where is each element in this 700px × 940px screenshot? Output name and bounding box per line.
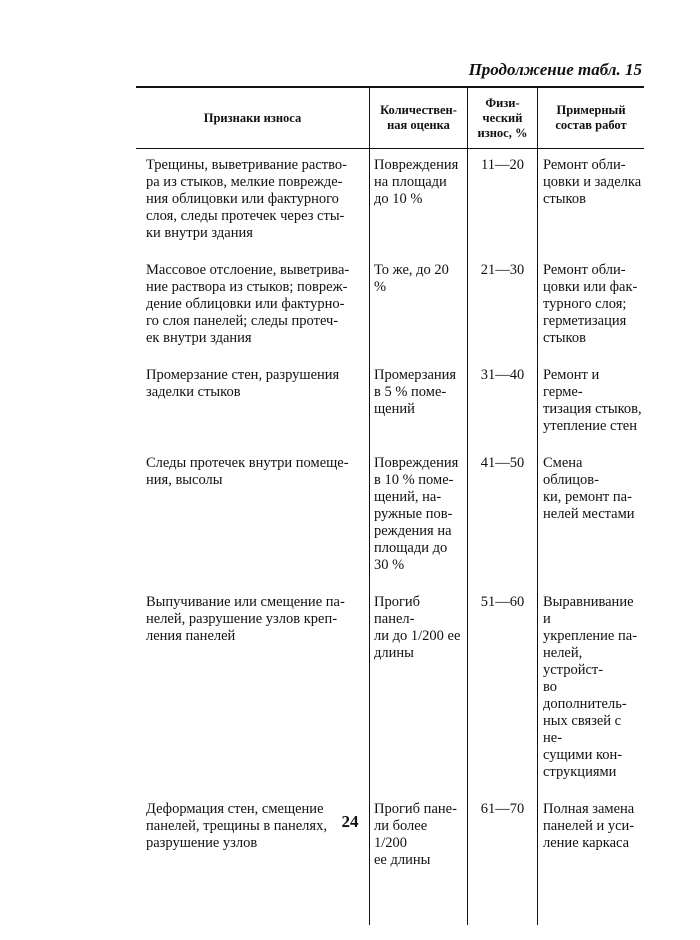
table-row [136,447,644,586]
cell-quantity: Повреждения на площади до 10 % [369,149,467,254]
table-continuation-caption: Продолжение табл. 15 [468,60,642,79]
cell-wear: 61—70 [467,793,537,881]
table-header-row [136,88,644,148]
cell-works: Ремонт обли- цовки или фак- турного слоя; герметизация стыков [537,254,644,359]
header-wear: Физи- ческий износ, % [467,88,537,148]
cell-wear: 21—30 [467,254,537,359]
cell-wear: 51—60 [467,586,537,793]
cell-quantity: Повреждения в 10 % поме- щений, на- ружные пов- реждения на площади до 30 % [369,447,467,586]
table-row [136,793,644,881]
cell-signs: Массовое отслоение, выветрива- ние раствора из стыков; повреж- дение облицовки или фактурно- го слоя панелей; следы протеч- ек внутри здания [146,262,350,346]
cell-quantity: Прогиб панел- ли до 1/200 ее длины [369,586,467,793]
page-number: 24 [341,812,359,831]
table-row [136,149,644,254]
column-tail-line [467,881,537,925]
cell-quantity: Прогиб пане- ли более 1/200 ее длины [369,793,467,881]
column-tail-line [369,881,467,925]
cell-signs: Деформация стен, смещение панелей, трещины в панелях, разрушение узлов [146,801,327,851]
table-row [136,254,644,359]
column-tail-line [537,881,644,925]
cell-signs: Следы протечек внутри помеще- ния, высолы [146,455,349,488]
wear-table [136,86,644,925]
header-works: Примерный состав работ [537,88,644,148]
table-row [136,586,644,793]
column-tail-spacer [136,881,369,925]
cell-wear: 31—40 [467,359,537,447]
cell-works: Ремонт и герме- тизация стыков, утепление стен [537,359,644,447]
cell-signs: Промерзание стен, разрушения заделки стыков [146,367,340,400]
cell-signs: Выпучивание или смещение па- нелей, разрушение узлов креп- ления панелей [146,594,345,644]
header-quantity: Количествен- ная оценка [369,88,467,148]
cell-signs: Трещины, выветривание раство- ра из стыков, мелкие поврежде- ния облицовки или фактурного слоя, следы протечек через сты- ки внутри здания [146,157,347,241]
cell-works: Выравнивание и укрепление па- нелей, устройст- во дополнитель- ных связей с не- сущими кон- струкциями [537,586,644,793]
cell-works: Полная замена панелей и уси- ление каркаса [537,793,644,881]
cell-works: Смена облицов- ки, ремонт па- нелей местами [537,447,644,586]
table-column-tail [136,881,644,925]
cell-quantity: То же, до 20 % [369,254,467,359]
cell-wear: 41—50 [467,447,537,586]
header-signs: Признаки износа [203,110,302,125]
cell-wear: 11—20 [467,149,537,254]
table-row [136,359,644,447]
cell-quantity: Промерзания в 5 % поме- щений [369,359,467,447]
cell-works: Ремонт обли- цовки и заделка стыков [537,149,644,254]
